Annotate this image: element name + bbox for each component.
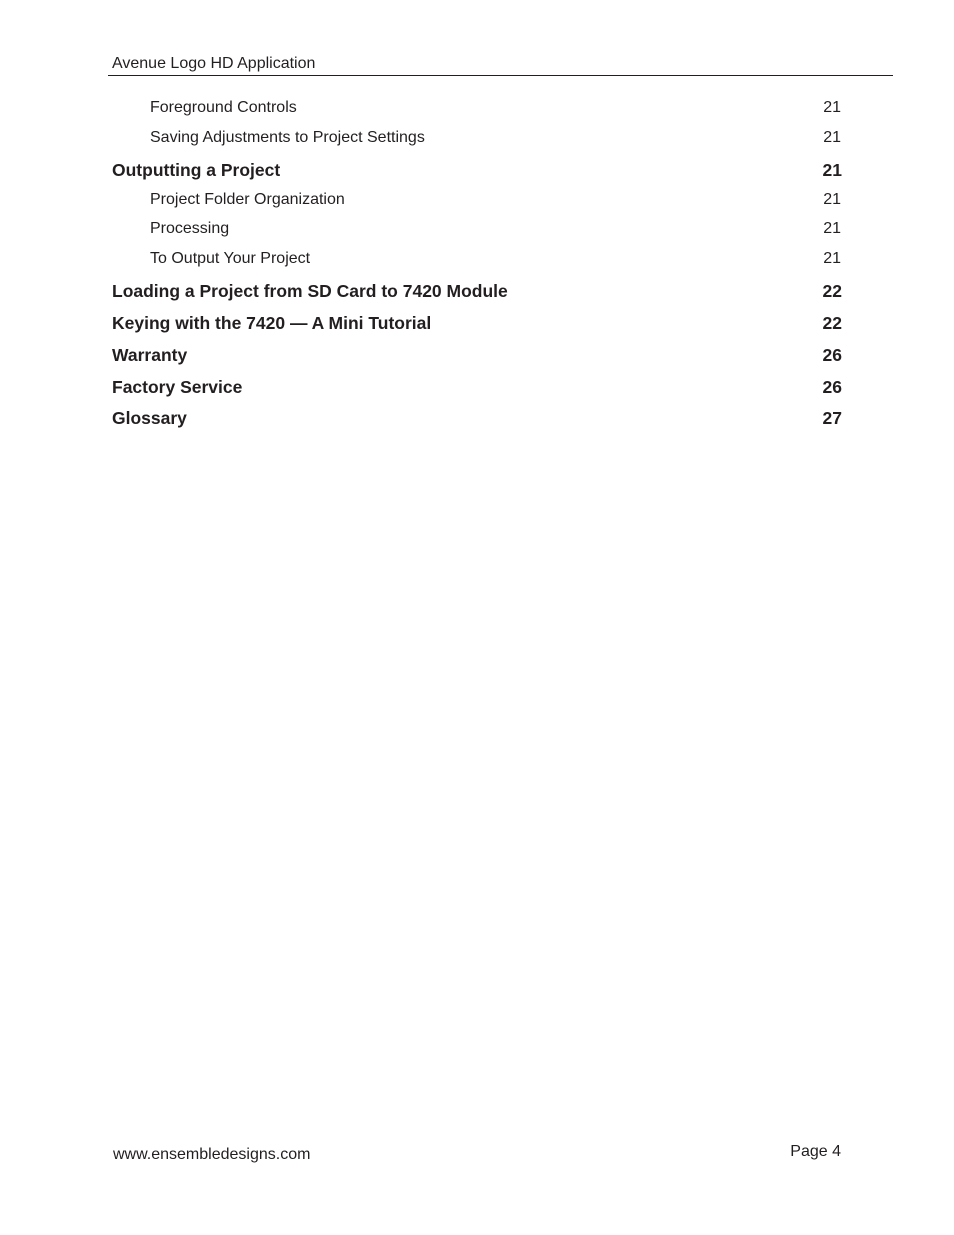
toc-entry-title: Saving Adjustments to Project Settings: [150, 129, 425, 146]
toc-entry-saving-adjustments[interactable]: [150, 127, 841, 149]
toc-entry-page: 26: [822, 345, 842, 365]
header-divider: [108, 75, 893, 76]
toc-entry-page: 22: [822, 281, 842, 301]
toc-entry-loading-a-project[interactable]: [112, 280, 842, 302]
toc-entry-warranty[interactable]: [112, 344, 842, 366]
toc-entry-title: Outputting a Project: [112, 160, 281, 180]
toc-entry-page: 21: [823, 99, 841, 116]
toc-entry-project-folder-organization[interactable]: [150, 189, 841, 211]
toc-entry-title: To Output Your Project: [150, 250, 311, 267]
toc-entry-page: 21: [823, 191, 841, 208]
toc-entry-glossary[interactable]: [112, 407, 842, 429]
toc-entry-keying-mini-tutorial[interactable]: [112, 312, 842, 334]
toc-entry-page: 26: [822, 377, 842, 397]
toc-entry-page: 21: [822, 160, 842, 180]
toc-entry-factory-service[interactable]: [112, 376, 842, 398]
toc-entry-outputting-a-project[interactable]: [112, 159, 842, 181]
toc-entry-title: Keying with the 7420 — A Mini Tutorial: [112, 313, 432, 333]
running-header: Avenue Logo HD Application: [112, 55, 316, 72]
toc-entry-to-output-your-project[interactable]: [150, 248, 841, 270]
toc-entry-title: Factory Service: [112, 377, 243, 397]
toc-entry-page: 27: [822, 408, 842, 428]
toc-entry-title: Loading a Project from SD Card to 7420 Module: [112, 281, 508, 301]
toc-entry-page: 21: [823, 220, 841, 237]
footer-website-link[interactable]: www.ensembledesigns.com: [113, 1146, 311, 1163]
toc-entry-title: Project Folder Organization: [150, 191, 345, 208]
toc-entry-processing[interactable]: [150, 218, 841, 240]
toc-entry-page: 21: [823, 129, 841, 146]
toc-entry-title: Foreground Controls: [150, 99, 297, 116]
footer-page-number: Page 4: [790, 1143, 841, 1160]
toc-entry-title: Warranty: [112, 345, 188, 365]
toc-entry-title: Glossary: [112, 408, 187, 428]
toc-entry-page: 21: [823, 250, 841, 267]
toc-entry-foreground-controls[interactable]: [150, 97, 841, 119]
toc-entry-title: Processing: [150, 220, 230, 237]
toc-entry-page: 22: [822, 313, 842, 333]
